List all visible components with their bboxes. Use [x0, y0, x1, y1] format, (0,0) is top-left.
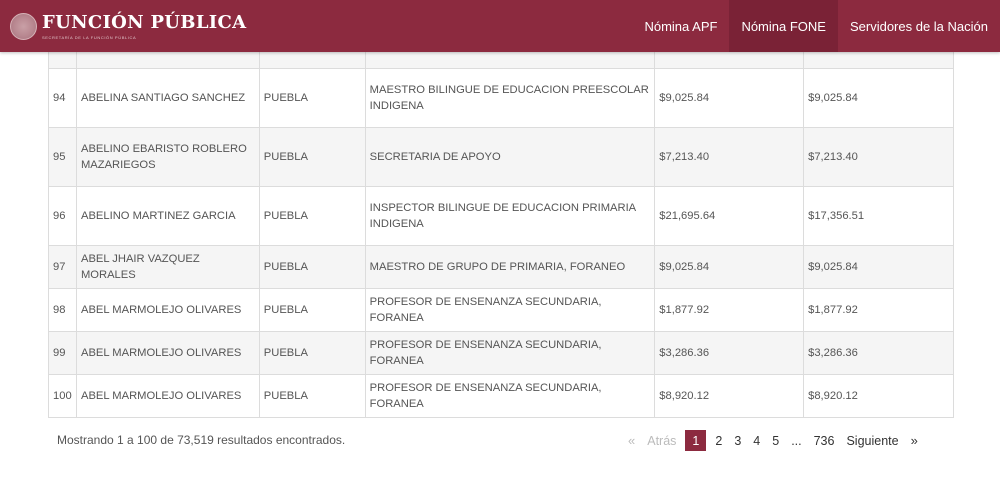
table-row	[49, 69, 954, 128]
gross-salary: $7,213.40	[655, 128, 804, 187]
state: PUEBLA	[259, 375, 365, 418]
results-count-text: Mostrando 1 a 100 de 73,519 resultados encontrados.	[57, 433, 346, 447]
table-row	[49, 128, 954, 187]
net-salary: $3,286.36	[804, 332, 954, 375]
brand-subtitle: SECRETARÍA DE LA FUNCIÓN PÚBLICA	[42, 34, 137, 40]
page-1-current[interactable]: 1	[685, 430, 706, 451]
previous-page-link: Atrás	[647, 433, 677, 448]
position: PROFESOR DE ENSENANZA SECUNDARIA, FORANEA	[365, 332, 655, 375]
state: PUEBLA	[259, 289, 365, 332]
row-number: 100	[49, 375, 77, 418]
last-page-link[interactable]: 736	[813, 433, 835, 448]
table-footer	[57, 430, 957, 450]
row-number: 95	[49, 128, 77, 187]
nav-nomina-fone[interactable]: Nómina FONE	[729, 0, 838, 52]
brand-title: FUNCIÓN PÚBLICA	[42, 11, 247, 33]
first-page-arrow-icon: «	[628, 433, 636, 448]
table-row	[49, 246, 954, 289]
nav-nomina-apf[interactable]: Nómina APF	[644, 18, 718, 34]
brand-logo-link[interactable]	[0, 0, 300, 52]
gross-salary: $8,920.12	[655, 375, 804, 418]
state: PUEBLA	[259, 128, 365, 187]
page-4-link[interactable]: 4	[753, 433, 761, 448]
payroll-table-container	[48, 0, 954, 418]
next-page-link[interactable]: Siguiente	[846, 433, 899, 448]
page-3-link[interactable]: 3	[734, 433, 742, 448]
employee-name: ABELINA SANTIAGO SANCHEZ	[76, 69, 259, 128]
state: PUEBLA	[259, 69, 365, 128]
table-row	[49, 187, 954, 246]
employee-name: ABEL MARMOLEJO OLIVARES	[76, 375, 259, 418]
employee-name: ABEL MARMOLEJO OLIVARES	[76, 289, 259, 332]
position: MAESTRO BILINGUE DE EDUCACION PREESCOLAR INDIGENA	[365, 69, 655, 128]
gross-salary: $21,695.64	[655, 187, 804, 246]
employee-name: ABELINO MARTINEZ GARCIA	[76, 187, 259, 246]
mexican-seal-icon	[10, 13, 37, 40]
gross-salary: $9,025.84	[655, 246, 804, 289]
row-number: 94	[49, 69, 77, 128]
nav-servidores-nacion[interactable]: Servidores de la Nación	[849, 18, 988, 34]
gross-salary: $3,286.36	[655, 332, 804, 375]
page-5-link[interactable]: 5	[772, 433, 780, 448]
row-number: 96	[49, 187, 77, 246]
net-salary: $7,213.40	[804, 128, 954, 187]
gross-salary: $1,877.92	[655, 289, 804, 332]
position: SECRETARIA DE APOYO	[365, 128, 655, 187]
net-salary: $1,877.92	[804, 289, 954, 332]
table-row	[49, 375, 954, 418]
net-salary: $17,356.51	[804, 187, 954, 246]
employee-name: ABEL JHAIR VAZQUEZ MORALES	[76, 246, 259, 289]
table-row	[49, 332, 954, 375]
state: PUEBLA	[259, 187, 365, 246]
top-navbar	[0, 0, 1000, 52]
pagination	[622, 430, 924, 451]
table-row	[49, 289, 954, 332]
net-salary: $9,025.84	[804, 246, 954, 289]
position: MAESTRO DE GRUPO DE PRIMARIA, FORANEO	[365, 246, 655, 289]
row-number: 99	[49, 332, 77, 375]
position: INSPECTOR BILINGUE DE EDUCACION PRIMARIA INDIGENA	[365, 187, 655, 246]
main-nav	[632, 0, 1000, 52]
net-salary: $9,025.84	[804, 69, 954, 128]
row-number: 98	[49, 289, 77, 332]
state: PUEBLA	[259, 246, 365, 289]
next-arrow-icon[interactable]: »	[910, 433, 918, 448]
employee-name: ABEL MARMOLEJO OLIVARES	[76, 332, 259, 375]
payroll-table	[48, 0, 954, 418]
gross-salary: $9,025.84	[655, 69, 804, 128]
page-2-link[interactable]: 2	[715, 433, 723, 448]
net-salary: $8,920.12	[804, 375, 954, 418]
state: PUEBLA	[259, 332, 365, 375]
position: PROFESOR DE ENSENANZA SECUNDARIA, FORANEA	[365, 289, 655, 332]
employee-name: ABELINO EBARISTO ROBLERO MAZARIEGOS	[76, 128, 259, 187]
pagination-ellipsis: ...	[791, 433, 802, 448]
position: PROFESOR DE ENSENANZA SECUNDARIA, FORANEA	[365, 375, 655, 418]
row-number: 97	[49, 246, 77, 289]
